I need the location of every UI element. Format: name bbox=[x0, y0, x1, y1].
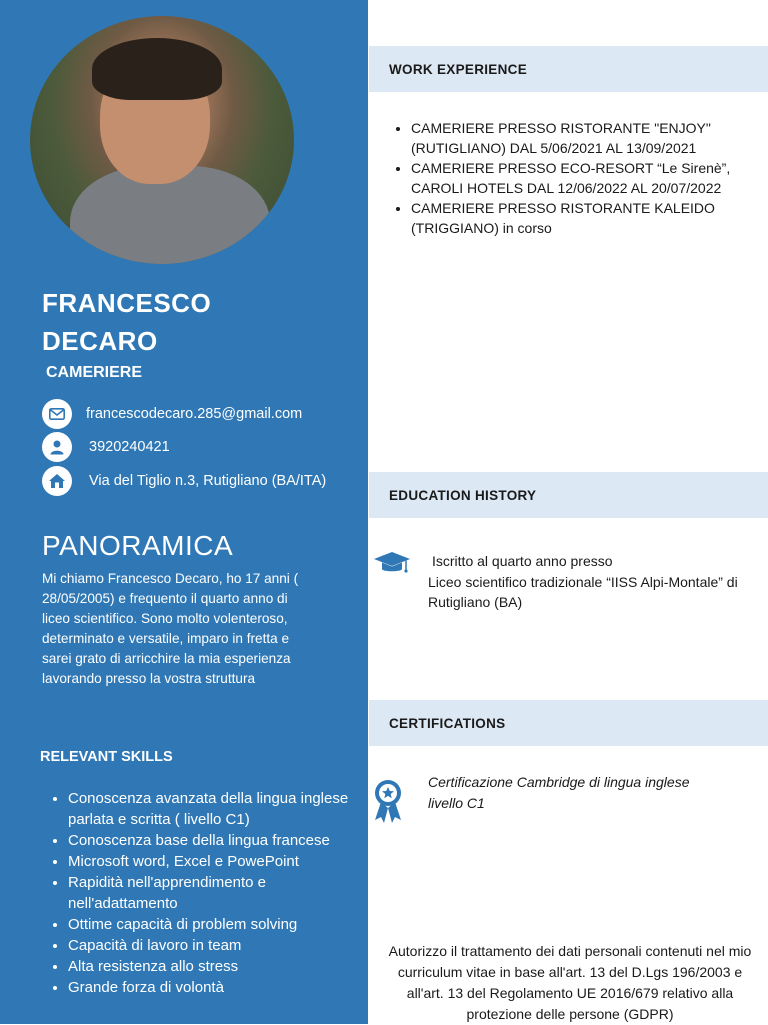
work-experience-list bbox=[390, 118, 768, 238]
skills-list bbox=[48, 788, 368, 998]
section-title: CERTIFICATIONS bbox=[389, 715, 506, 731]
contact-email[interactable] bbox=[42, 399, 302, 429]
list-item: • Microsoft word, Excel e PowePoint bbox=[68, 851, 368, 872]
address-text: Via del Tiglio n.3, Rutigliano (BA/ITA) bbox=[89, 473, 327, 489]
name-line-1: FRANCESCO bbox=[42, 288, 212, 318]
contact-phone[interactable] bbox=[42, 432, 170, 462]
education-text bbox=[428, 551, 758, 613]
sidebar bbox=[0, 0, 368, 1024]
education-line-2: Liceo scientifico tradizionale “IISS Alpi-Montale” di Rutigliano (BA) bbox=[428, 573, 738, 610]
job-title: CAMERIERE bbox=[46, 364, 143, 381]
graduation-cap-icon bbox=[372, 551, 412, 582]
overview-title: PANORAMICA bbox=[42, 530, 234, 561]
list-item: • CAMERIERE PRESSO RISTORANTE KALEIDO (TRIGGIANO) in corso bbox=[411, 198, 768, 238]
list-item: • CAMERIERE PRESSO RISTORANTE "ENJOY"(RUTIGLIANO) DAL 5/06/2021 AL 13/09/2021 bbox=[411, 118, 768, 158]
education-line-1: Iscritto al quarto anno presso bbox=[432, 553, 613, 569]
list-item: • Conoscenza avanzata della lingua inglese parlata e scritta ( livello C1) bbox=[68, 788, 368, 830]
list-item: • Grande forza di volontà bbox=[68, 977, 368, 998]
overview-text: Mi chiamo Francesco Decaro, ho 17 anni ( 28/05/2005) e frequento il quarto anno di liceo scientifico. Sono molto volenteroso, determinato e versatile, imparo in fretta e sarei grato di arricchire la mia esperienza lavorando presso la vostra struttura bbox=[42, 571, 299, 686]
phone-text[interactable]: 3920240421 bbox=[89, 439, 170, 455]
section-title: WORK EXPERIENCE bbox=[389, 61, 528, 77]
list-item: • Rapidità nell'apprendimento e nell'adattamento bbox=[68, 872, 368, 914]
person-icon bbox=[42, 432, 72, 462]
award-ribbon-icon bbox=[371, 778, 405, 829]
section-title: EDUCATION HISTORY bbox=[389, 487, 537, 503]
home-icon bbox=[42, 466, 72, 496]
list-item: • Ottime capacità di problem solving bbox=[68, 914, 368, 935]
list-item: • CAMERIERE PRESSO ECO-RESORT “Le Sirenè”, CAROLI HOTELS DAL 12/06/2022 AL 20/07/2022 bbox=[411, 158, 768, 198]
contact-address bbox=[42, 466, 326, 496]
privacy-consent: Autorizzo il trattamento dei dati personali contenuti nel mio curriculum vitae in base all'art. 13 del D.Lgs 196/2003 e all'art. 13 del Regolamento UE 2016/679 relativo alla protezione delle persone (GDPR) bbox=[388, 943, 752, 1022]
education-history-header bbox=[369, 472, 768, 518]
certifications-header bbox=[369, 700, 768, 746]
list-item: • Alta resistenza allo stress bbox=[68, 956, 368, 977]
candidate-name bbox=[42, 284, 211, 360]
work-experience-header bbox=[369, 46, 768, 92]
mail-icon bbox=[42, 399, 72, 429]
certification-text: Certificazione Cambridge di lingua inglese livello C1 bbox=[428, 774, 690, 811]
profile-photo bbox=[30, 16, 294, 264]
email-text[interactable]: francescodecaro.285@gmail.com bbox=[86, 406, 303, 422]
list-item: • Capacità di lavoro in team bbox=[68, 935, 368, 956]
name-line-2: DECARO bbox=[42, 326, 158, 356]
skills-title: RELEVANT SKILLS bbox=[40, 749, 173, 765]
list-item: • Conoscenza base della lingua francese bbox=[68, 830, 368, 851]
